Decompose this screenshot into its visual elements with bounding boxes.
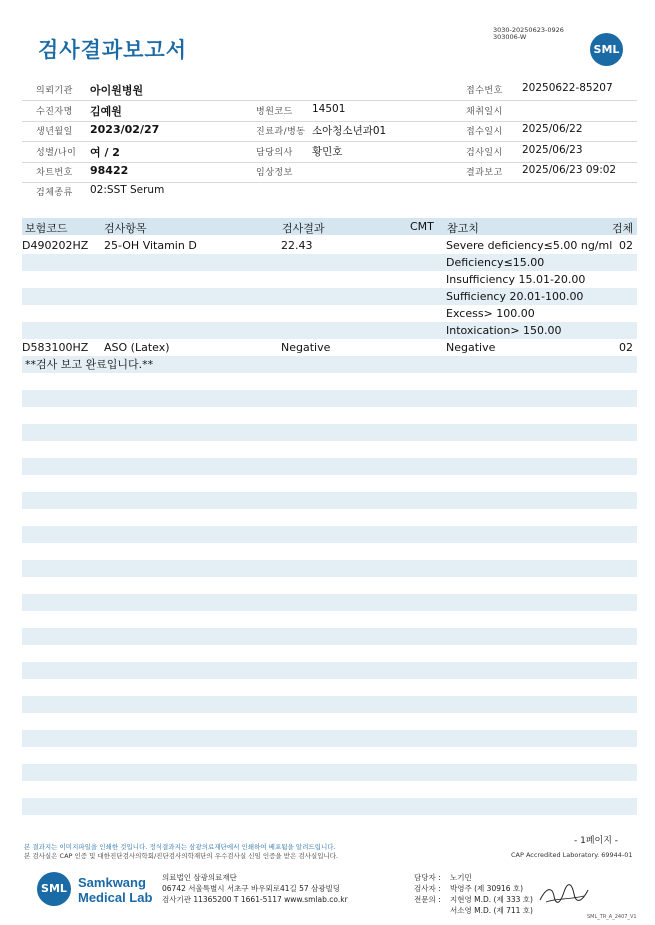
info-label: 차트번호	[36, 168, 73, 178]
info-label: 진료과/병동	[256, 127, 306, 137]
header-code: 보험코드	[25, 222, 68, 235]
stripe-band	[22, 662, 637, 679]
brand-line1: Samkwang	[78, 875, 146, 890]
cell-item: 25-OH Vitamin D	[104, 239, 197, 252]
info-value: 20250622-85207	[522, 82, 613, 94]
sml-logo-icon: SML	[590, 33, 623, 66]
staff1: 노기민	[450, 873, 472, 882]
info-label: 병원코드	[256, 107, 293, 117]
info-row	[22, 142, 637, 163]
header-item: 검사항목	[104, 222, 147, 235]
info-value: 김예원	[90, 105, 122, 118]
header-result: 검사결과	[282, 222, 325, 235]
cell-ref: Intoxication> 150.00	[446, 324, 562, 337]
brand-line2: Medical Lab	[78, 890, 153, 905]
cell-specimen: 02	[619, 341, 633, 354]
info-label: 의뢰기관	[36, 86, 73, 96]
staff3-label: 전문의 :	[414, 895, 441, 904]
cell-ref: Negative	[446, 341, 496, 354]
header-cmt: CMT	[410, 220, 434, 233]
stripe-band	[22, 458, 637, 475]
info-label: 접수일시	[466, 127, 503, 137]
info-value: 14501	[312, 103, 346, 115]
info-label: 임상정보	[256, 168, 293, 178]
staff3: 지현영 M.D. (제 333 호)	[450, 895, 533, 904]
report-subcode: 303006-W	[493, 33, 527, 41]
cell-ref: Deficiency≤15.00	[446, 256, 545, 269]
notice-accreditation: 본 검사실은 CAP 인증 및 대한진단검사의학회/진단검사의학재단의 우수검사실 신임 인증을 받은 검사실입니다.	[24, 852, 339, 860]
report-code: 3030-20250623-0926	[493, 26, 564, 34]
staff2-label: 검사자 :	[414, 884, 441, 893]
stripe-band	[22, 254, 637, 271]
staff1-label: 담당자 :	[414, 873, 441, 882]
page-title: 검사결과보고서	[38, 38, 188, 62]
cell-result: Negative	[281, 341, 331, 354]
info-value: 2025/06/23 09:02	[522, 164, 617, 176]
info-row	[22, 121, 637, 142]
info-value: 02:SST Serum	[90, 184, 165, 196]
info-value: 아이원병원	[90, 84, 144, 97]
document-code: SML_TR_A_2407_V1	[587, 914, 637, 920]
signature-icon	[538, 880, 590, 908]
info-value: 98422	[90, 164, 129, 177]
stripe-band	[22, 628, 637, 645]
info-label: 수진자명	[36, 107, 73, 117]
cap-accreditation: CAP Accredited Laboratory. 69944-01	[511, 851, 633, 859]
org-contact: 검사기관 11365200 T 1661-5117 www.smlab.co.kr	[162, 895, 348, 904]
stripe-band	[22, 492, 637, 509]
stripe-band	[22, 696, 637, 713]
info-row	[22, 182, 637, 202]
info-row	[22, 162, 637, 183]
sml-footer-logo-icon: SML	[37, 872, 71, 906]
info-label: 접수번호	[466, 86, 503, 96]
cell-specimen: 02	[619, 239, 633, 252]
header-specimen: 검체	[612, 222, 634, 235]
info-label: 결과보고	[466, 168, 503, 178]
info-value: 여 / 2	[90, 146, 120, 159]
cell-result: 22.43	[281, 239, 313, 252]
notice-image: 본 결과지는 이미지파일을 인쇄한 것입니다. 정식결과지는 삼광의료재단에서 인쇄하여 배포됨을 알려드립니다.	[24, 843, 336, 851]
brand-name	[78, 875, 152, 905]
page-number: - 1페이지 -	[574, 836, 619, 846]
info-label: 채취일시	[466, 107, 503, 117]
info-value: 2025/06/22	[522, 123, 583, 135]
cell-ref: Excess> 100.00	[446, 307, 535, 320]
info-label: 검사일시	[466, 148, 503, 158]
info-label: 담당의사	[256, 148, 293, 158]
cell-code: D490202HZ	[22, 239, 89, 252]
header-reference: 참고치	[447, 222, 479, 235]
org-address: 06742 서울특별시 서초구 바우뫼로41길 57 삼광빌딩	[162, 884, 341, 893]
report-note: **검사 보고 완료입니다.**	[25, 358, 154, 371]
staff2: 박영주 (제 30916 호)	[450, 884, 524, 893]
info-label: 성별/나이	[36, 148, 77, 158]
cell-ref: Severe deficiency≤5.00 ng/ml	[446, 239, 613, 252]
cell-item: ASO (Latex)	[104, 341, 170, 354]
info-label: 검체종류	[36, 188, 73, 198]
org-name: 의료법인 삼광의료재단	[162, 873, 237, 882]
cell-ref: Insufficiency 15.01-20.00	[446, 273, 586, 286]
info-value: 2023/02/27	[90, 123, 160, 136]
stripe-band	[22, 424, 637, 441]
stripe-band	[22, 560, 637, 577]
staff4: 서소영 M.D. (제 711 호)	[450, 906, 533, 915]
info-row	[22, 101, 637, 122]
stripe-band	[22, 798, 637, 815]
info-label: 생년월일	[36, 127, 73, 137]
info-row	[22, 80, 637, 101]
stripe-band	[22, 764, 637, 781]
info-value: 2025/06/23	[522, 144, 583, 156]
stripe-band	[22, 594, 637, 611]
stripe-band	[22, 526, 637, 543]
cell-code: D583100HZ	[22, 341, 89, 354]
cell-ref: Sufficiency 20.01-100.00	[446, 290, 584, 303]
stripe-band	[22, 390, 637, 407]
info-value: 소아청소년과01	[312, 125, 387, 137]
info-value: 황민호	[312, 146, 343, 158]
stripe-band	[22, 730, 637, 747]
